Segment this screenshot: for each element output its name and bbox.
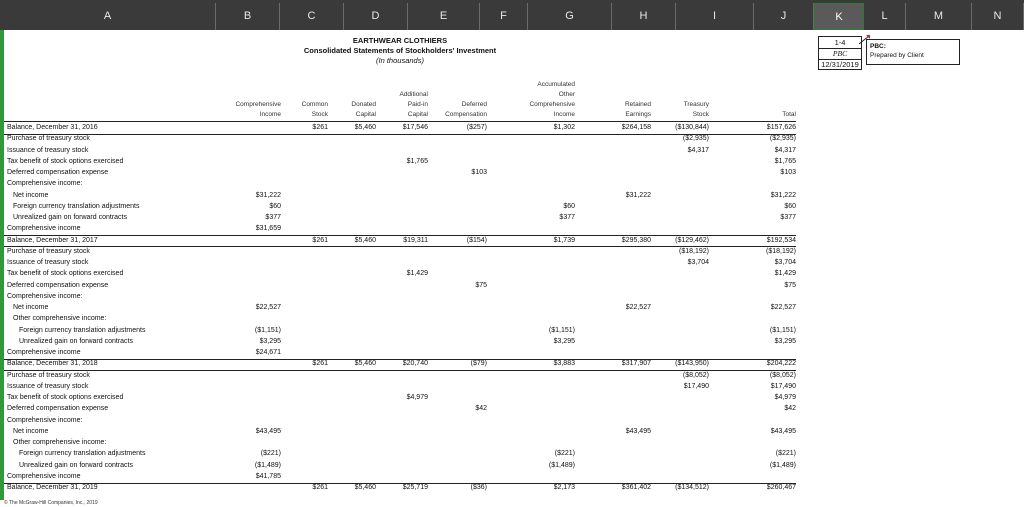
cell-additional-paid-in: $19,311: [403, 236, 428, 244]
cell-treasury-stock: ($18,192): [679, 247, 709, 255]
cell-total: $3,295: [774, 337, 796, 345]
cell-total: $43,495: [770, 427, 796, 435]
column-header-d[interactable]: D: [344, 3, 408, 30]
row-label: Issuance of treasury stock: [7, 259, 89, 266]
cell-total: $377: [780, 214, 796, 221]
cell-comprehensive-income: $60: [269, 202, 281, 210]
cell-treasury-stock: ($134,512): [675, 484, 709, 491]
cell-aoci: $3,295: [553, 337, 575, 345]
row-label: Other comprehensive income:: [13, 439, 107, 446]
cell-total: ($2,935): [769, 135, 796, 143]
cell-total: $17,490: [770, 382, 796, 390]
header-aoci: Accumulated: [537, 81, 575, 88]
cell-treasury-stock: ($2,935): [682, 135, 709, 143]
cell-total: $31,222: [770, 191, 796, 199]
cell-retained-earnings: $295,380: [621, 236, 651, 244]
tickmark-date: 12/31/2019: [821, 60, 859, 69]
row-label: Comprehensive income: [7, 472, 81, 480]
cell-comprehensive-income: $24,671: [255, 349, 281, 356]
cell-retained-earnings: $361,402: [621, 484, 651, 491]
header-comprehensive-income: Income: [259, 111, 281, 118]
cell-deferred-compensation: $42: [475, 405, 487, 413]
row-label: Deferred compensation expense: [7, 281, 109, 289]
header-additional-paid-in: Paid-in: [407, 101, 428, 108]
cell-total: $1,429: [774, 270, 796, 278]
cell-total: $157,626: [766, 124, 796, 131]
cell-total: $260,467: [766, 484, 796, 491]
row-label: Balance, December 31, 2016: [7, 124, 98, 131]
header-retained-earnings: Retained: [624, 101, 651, 108]
units-label: (In thousands): [376, 56, 424, 65]
cell-comprehensive-income: $31,222: [255, 191, 281, 199]
row-label: Purchase of treasury stock: [7, 371, 90, 379]
cell-comprehensive-income: ($1,151): [254, 326, 281, 334]
cell-total: $22,527: [770, 304, 796, 311]
header-retained-earnings: Earnings: [625, 111, 651, 118]
column-header-a[interactable]: A: [0, 3, 216, 30]
cell-deferred-compensation: ($257): [466, 124, 487, 131]
header-comprehensive-income: Comprehensive: [235, 101, 281, 108]
cell-additional-paid-in: $4,979: [406, 394, 428, 401]
cell-aoci: $2,173: [553, 484, 575, 491]
cell-total: $60: [784, 202, 796, 210]
header-aoci: Other: [558, 91, 575, 98]
column-header-f[interactable]: F: [480, 3, 528, 30]
row-label: Net income: [13, 191, 49, 199]
pbc-label: PBC:: [870, 43, 886, 50]
cell-comprehensive-income: $43,495: [255, 427, 281, 435]
row-label: Comprehensive income: [7, 225, 81, 233]
cell-deferred-compensation: $75: [475, 281, 487, 289]
row-label: Other comprehensive income:: [13, 315, 107, 323]
header-rule: [4, 121, 796, 122]
cell-aoci: $3,883: [553, 360, 575, 368]
copyright-footer: © The McGraw-Hill Companies, Inc., 2019: [4, 500, 98, 506]
column-header-m[interactable]: M: [906, 3, 972, 30]
cell-common-stock: $261: [312, 484, 328, 491]
cell-total: $3,704: [774, 259, 796, 266]
cell-retained-earnings: $31,222: [625, 191, 651, 199]
cell-total: $4,979: [774, 394, 796, 401]
header-common-stock: Common: [301, 101, 328, 108]
column-header-g[interactable]: G: [528, 3, 612, 30]
column-header-n[interactable]: N: [972, 3, 1024, 30]
row-label: Tax benefit of stock options exercised: [7, 394, 124, 401]
cell-total: ($18,192): [766, 247, 796, 255]
cell-retained-earnings: $43,495: [625, 427, 651, 435]
cell-common-stock: $261: [312, 124, 328, 131]
column-header-e[interactable]: E: [408, 3, 480, 30]
header-additional-paid-in: Additional: [399, 91, 428, 98]
column-header-b[interactable]: B: [216, 3, 280, 30]
cell-treasury-stock: $17,490: [683, 382, 709, 390]
pbc-comment[interactable]: [866, 39, 960, 65]
cell-treasury-stock: $3,704: [687, 259, 709, 266]
tickmark-code: PBC: [832, 49, 848, 58]
cell-comprehensive-income: $31,659: [255, 225, 281, 233]
cell-additional-paid-in: $25,719: [402, 484, 428, 491]
row-label: Purchase of treasury stock: [7, 247, 90, 255]
cell-additional-paid-in: $1,765: [406, 157, 428, 165]
cell-treasury-stock: ($130,844): [675, 124, 709, 131]
cell-total: $42: [784, 405, 796, 413]
tickmark-box[interactable]: [818, 36, 862, 70]
cell-donated-capital: $5,460: [354, 236, 376, 244]
row-label: Foreign currency translation adjustments: [13, 202, 140, 210]
cell-comprehensive-income: $41,785: [255, 472, 281, 480]
company-name: EARTHWEAR CLOTHIERS: [352, 36, 448, 45]
cell-additional-paid-in: $20,740: [402, 360, 428, 368]
row-label: Balance, December 31, 2018: [7, 360, 98, 368]
cell-comprehensive-income: $22,527: [255, 304, 281, 311]
cell-total: $1,765: [774, 157, 796, 165]
cell-deferred-compensation: ($154): [466, 236, 487, 244]
cell-total: $103: [780, 169, 796, 176]
row-label: Comprehensive income:: [7, 180, 83, 188]
header-common-stock: Stock: [311, 111, 328, 118]
header-additional-paid-in: Capital: [407, 111, 428, 118]
cell-treasury-stock: ($129,462): [675, 236, 709, 244]
cell-total: ($1,151): [769, 326, 796, 334]
header-donated-capital: Capital: [355, 111, 376, 118]
statement-title: Consolidated Statements of Stockholders' Investment: [303, 46, 497, 55]
header-aoci: Comprehensive: [529, 101, 575, 108]
cell-aoci: $60: [563, 202, 575, 210]
cell-total: ($1,489): [769, 461, 796, 469]
header-aoci: Income: [553, 111, 575, 118]
header-total: Total: [782, 111, 796, 118]
column-header-c[interactable]: C: [280, 3, 344, 30]
row-header-strip: [0, 30, 4, 500]
column-header-j[interactable]: J: [754, 3, 814, 30]
header-treasury-stock: Treasury: [683, 101, 709, 108]
cell-additional-paid-in: $17,546: [402, 124, 428, 131]
row-label: Comprehensive income:: [7, 292, 83, 300]
cell-total: ($8,052): [769, 371, 796, 379]
row-label: Foreign currency translation adjustments: [19, 326, 146, 334]
cell-aoci: $1,302: [553, 124, 575, 131]
column-header-h[interactable]: H: [612, 3, 676, 30]
row-label: Comprehensive income: [7, 349, 81, 356]
cell-treasury-stock: ($143,950): [675, 360, 709, 368]
cell-total: $192,534: [766, 236, 796, 244]
row-label: Balance, December 31, 2019: [7, 484, 98, 491]
cell-total: $4,317: [774, 146, 796, 154]
column-header-i[interactable]: I: [676, 3, 754, 30]
tickmark-ref: 1-4: [834, 38, 846, 47]
cell-aoci: ($221): [554, 450, 575, 458]
row-label: Issuance of treasury stock: [7, 382, 89, 390]
row-label: Foreign currency translation adjustments: [19, 450, 146, 458]
column-header-bar: [0, 0, 1024, 30]
header-treasury-stock: Stock: [692, 111, 709, 118]
cell-total: $75: [784, 281, 796, 289]
cell-deferred-compensation: $103: [471, 169, 487, 176]
cell-deferred-compensation: ($79): [470, 360, 487, 368]
row-label: Balance, December 31, 2017: [7, 236, 98, 244]
cell-treasury-stock: ($8,052): [682, 371, 709, 379]
row-label: Unrealized gain on forward contracts: [19, 461, 134, 469]
cell-donated-capital: $5,460: [354, 360, 376, 368]
cell-comprehensive-income: $3,295: [259, 337, 281, 345]
cell-additional-paid-in: $1,429: [406, 270, 428, 278]
cell-aoci: ($1,151): [548, 326, 575, 334]
cell-total: $204,222: [766, 360, 796, 368]
row-label: Net income: [13, 427, 49, 435]
pbc-text: Prepared by Client: [870, 52, 924, 59]
row-label: Net income: [13, 304, 49, 311]
cell-aoci: ($1,489): [548, 461, 575, 469]
header-deferred-compensation: Deferred: [461, 101, 487, 108]
cell-aoci: $1,739: [553, 236, 575, 244]
column-header-k[interactable]: K: [814, 3, 864, 30]
cell-donated-capital: $5,460: [354, 484, 376, 491]
row-label: Tax benefit of stock options exercised: [7, 270, 124, 278]
cell-common-stock: $261: [312, 236, 328, 244]
cell-donated-capital: $5,460: [354, 124, 376, 131]
cell-common-stock: $261: [312, 360, 328, 368]
row-label: Tax benefit of stock options exercised: [7, 157, 124, 165]
row-label: Purchase of treasury stock: [7, 135, 90, 143]
header-donated-capital: Donated: [351, 101, 376, 108]
cell-aoci: $377: [559, 214, 575, 221]
row-label: Deferred compensation expense: [7, 405, 109, 413]
row-label: Issuance of treasury stock: [7, 146, 89, 154]
cell-retained-earnings: $317,907: [621, 360, 651, 368]
cell-comprehensive-income: $377: [265, 214, 281, 221]
cell-deferred-compensation: ($36): [470, 484, 487, 491]
cell-treasury-stock: $4,317: [687, 146, 709, 154]
row-label: Comprehensive income:: [7, 416, 83, 424]
cell-retained-earnings: $264,158: [621, 124, 651, 131]
row-label: Unrealized gain on forward contracts: [19, 337, 134, 345]
row-label: Unrealized gain on forward contracts: [13, 214, 128, 221]
cell-comprehensive-income: ($1,489): [254, 461, 281, 469]
cell-comprehensive-income: ($221): [260, 450, 281, 458]
cell-total: ($221): [775, 450, 796, 458]
column-header-l[interactable]: L: [864, 3, 906, 30]
cell-retained-earnings: $22,527: [625, 304, 651, 311]
header-deferred-compensation: Compensation: [445, 111, 487, 118]
row-label: Deferred compensation expense: [7, 169, 109, 176]
